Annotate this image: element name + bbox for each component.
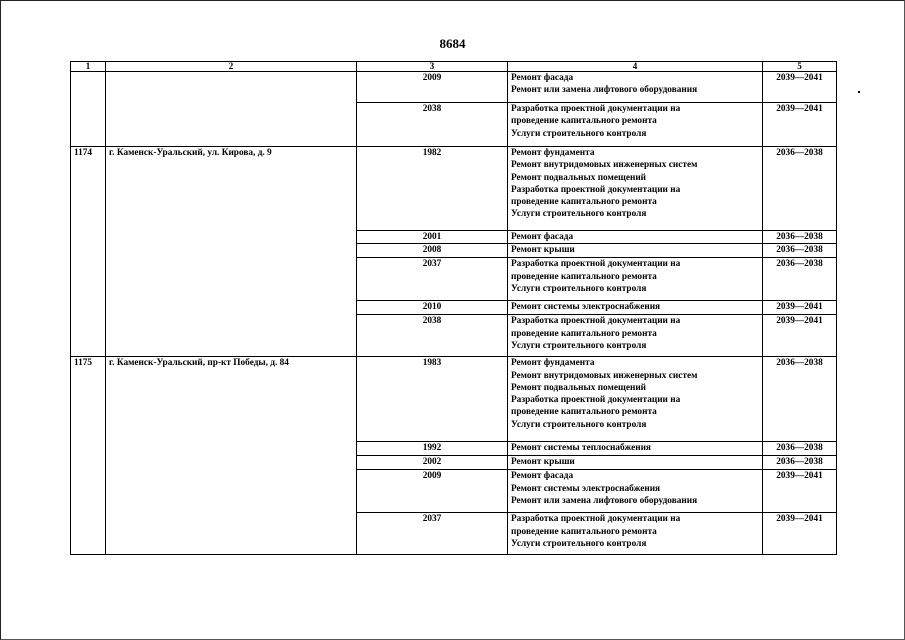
period-cell: 2036—2038 [763, 147, 837, 231]
works-cell [508, 442, 763, 456]
work-item: Ремонт внутридомовых инженерных систем [511, 370, 698, 381]
year-cell: 2009 [357, 72, 508, 103]
work-item: проведение капитального ремонта [511, 271, 657, 282]
column-header-2: 2 [106, 62, 357, 72]
work-item: проведение капитального ремонта [511, 116, 657, 127]
work-item: Услуги строительного контроля [511, 419, 647, 430]
work-item: Ремонт подвальных помещений [511, 382, 647, 393]
row-number-cell: 1174 [71, 147, 106, 357]
year-cell: 2010 [357, 301, 508, 315]
work-item: Ремонт системы электроснабжения [511, 483, 661, 494]
year-cell: 2037 [357, 513, 508, 555]
works-cell [508, 103, 763, 147]
work-item: проведение капитального ремонта [511, 197, 657, 208]
work-item: Ремонт системы теплоснабжения [511, 443, 651, 454]
period-cell: 2039—2041 [763, 513, 837, 555]
period-cell: 2039—2041 [763, 315, 837, 357]
work-item: Ремонт фасада [511, 232, 574, 242]
work-item: проведение капитального ремонта [511, 526, 657, 537]
year-cell: 2038 [357, 103, 508, 147]
year-cell: 2037 [357, 258, 508, 301]
year-cell: 1982 [357, 147, 508, 231]
year-cell: 2002 [357, 456, 508, 470]
period-cell: 2036—2038 [763, 456, 837, 470]
works-cell [508, 231, 763, 244]
works-cell [508, 244, 763, 258]
works-cell [508, 357, 763, 442]
year-cell: 1983 [357, 357, 508, 442]
period-cell: 2039—2041 [763, 103, 837, 147]
year-cell: 1992 [357, 442, 508, 456]
table-body [71, 72, 837, 555]
works-cell [508, 513, 763, 555]
period-cell: 2039—2041 [763, 301, 837, 315]
work-item: Ремонт фундамента [511, 358, 595, 369]
work-item: Разработка проектной документации на [511, 184, 681, 195]
work-item: Разработка проектной документации на [511, 395, 681, 406]
year-cell: 2001 [357, 231, 508, 244]
address-cell [106, 72, 357, 147]
year-cell: 2008 [357, 244, 508, 258]
table-row [71, 147, 837, 231]
work-item: Ремонт крыши [511, 457, 575, 468]
period-cell: 2039—2041 [763, 72, 837, 103]
column-header-3: 3 [357, 62, 508, 72]
period-cell: 2036—2038 [763, 442, 837, 456]
period-cell: 2039—2041 [763, 470, 837, 513]
table-row [71, 357, 837, 442]
work-item: Ремонт фасада [511, 73, 574, 83]
work-item: Услуги строительного контроля [511, 283, 647, 294]
work-item: Ремонт крыши [511, 245, 575, 256]
year-cell: 2009 [357, 470, 508, 513]
header-row [71, 62, 837, 72]
work-item: Услуги строительного контроля [511, 340, 647, 351]
work-item: Ремонт или замена лифтового оборудования [511, 85, 698, 96]
address-cell: г. Каменск-Уральский, ул. Кирова, д. 9 [106, 147, 357, 357]
works-cell [508, 72, 763, 103]
works-cell [508, 147, 763, 231]
period-cell: 2036—2038 [763, 231, 837, 244]
period-cell: 2036—2038 [763, 357, 837, 442]
work-item: Ремонт фасада [511, 471, 574, 482]
address-cell: г. Каменск-Уральский, пр-кт Победы, д. 84 [106, 357, 357, 555]
works-cell [508, 315, 763, 357]
work-item: Ремонт системы электроснабжения [511, 302, 661, 313]
work-item: Разработка проектной документации на [511, 104, 681, 114]
work-item: Ремонт внутридомовых инженерных систем [511, 160, 698, 171]
work-item: проведение капитального ремонта [511, 407, 657, 418]
work-item: Ремонт или замена лифтового оборудования [511, 495, 698, 506]
row-number-cell: 1175 [71, 357, 106, 555]
work-item: Услуги строительного контроля [511, 128, 647, 139]
works-cell [508, 301, 763, 315]
column-header-1: 1 [71, 62, 106, 72]
work-item: Услуги строительного контроля [511, 538, 647, 549]
work-item: Ремонт фундамента [511, 148, 595, 158]
page-number: 8684 [439, 36, 466, 51]
works-cell [508, 258, 763, 301]
work-item: Услуги строительного контроля [511, 209, 647, 220]
row-number-cell [71, 72, 106, 147]
work-item: Разработка проектной документации на [511, 514, 681, 525]
scan-speck [858, 91, 860, 93]
table-row [71, 72, 837, 103]
year-cell: 2038 [357, 315, 508, 357]
work-item: Разработка проектной документации на [511, 259, 681, 270]
repair-schedule-table [70, 61, 837, 555]
column-header-4: 4 [508, 62, 763, 72]
work-item: проведение капитального ремонта [511, 328, 657, 339]
column-header-5: 5 [763, 62, 837, 72]
period-cell: 2036—2038 [763, 258, 837, 301]
works-cell [508, 456, 763, 470]
period-cell: 2036—2038 [763, 244, 837, 258]
work-item: Разработка проектной документации на [511, 316, 681, 327]
work-item: Ремонт подвальных помещений [511, 172, 647, 183]
works-cell [508, 470, 763, 513]
